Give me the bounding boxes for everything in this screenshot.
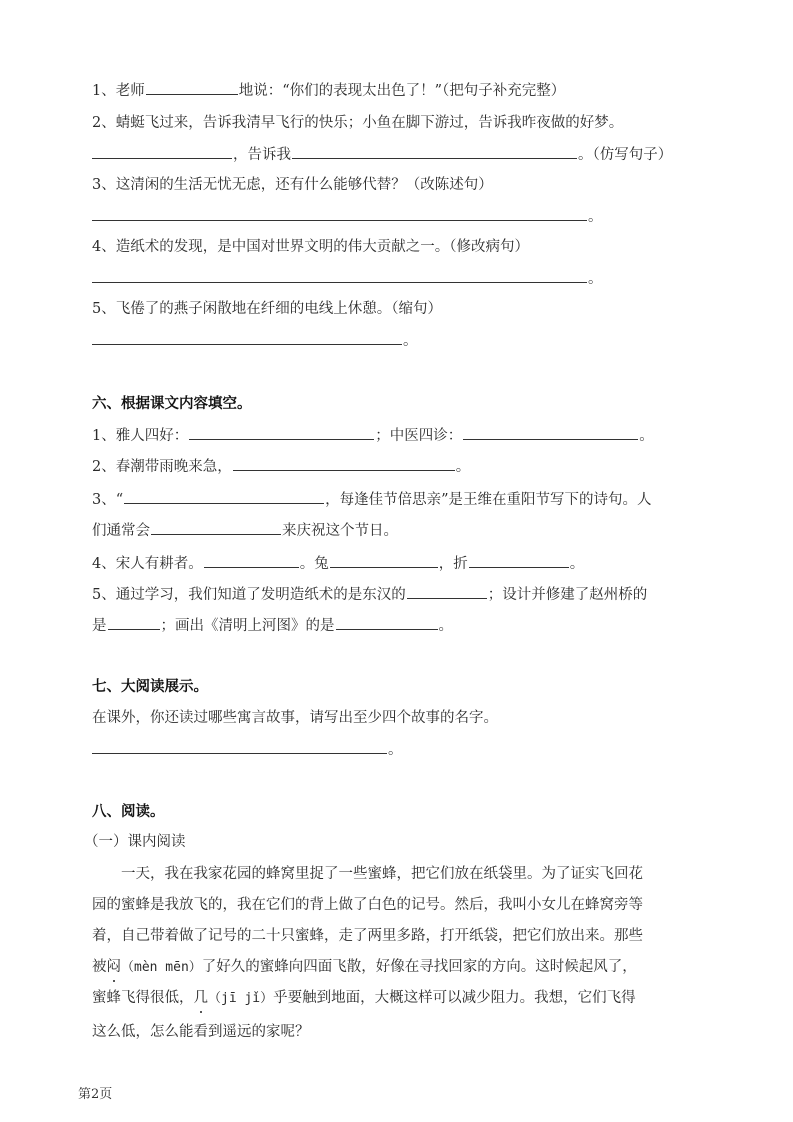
answer-blank[interactable] — [92, 330, 402, 345]
answer-blank[interactable] — [336, 615, 438, 630]
q2-end: 。（仿写句子） — [578, 147, 673, 163]
passage-text: 蜜蜂飞得很低， — [92, 990, 194, 1006]
answer-blank[interactable] — [124, 489, 324, 504]
answer-blank[interactable] — [92, 144, 232, 159]
answer-blank[interactable] — [151, 520, 281, 535]
s5-q2: 2、蜻蜓飞过来，告诉我清早飞行的快乐；小鱼在脚下游过，告诉我昨夜做的好梦。 — [92, 115, 624, 131]
section8-heading: 八、阅读。 — [92, 804, 165, 820]
s6-q5-mid: ；设计并修建了赵州桥的 — [487, 587, 648, 603]
s6-q2-end: 。 — [455, 459, 471, 475]
s5-q3-answer — [92, 206, 603, 227]
s7-prompt: 在课外，你还读过哪些寓言故事，请写出至少四个故事的名字。 — [92, 710, 498, 726]
dotted-character: 几 — [193, 990, 208, 1006]
passage-text: 被 — [92, 959, 107, 975]
s6-q3-suffix: ，每逢佳节倍思亲”是王维在重阳节写下的诗句。人 — [325, 492, 652, 508]
s6-q5-prefix: 5、通过学习，我们知道了发明造纸术的是东汉的 — [92, 587, 406, 603]
s6-q2 — [92, 456, 470, 477]
passage-line — [92, 957, 637, 978]
s6-q5-line2-mid: ；画出《清明上河图》的是 — [160, 618, 335, 634]
s6-q5-end: 。 — [438, 618, 453, 634]
s6-q1-mid: ；中医四诊： — [375, 428, 463, 444]
s6-q3 — [92, 489, 652, 510]
answer-blank[interactable] — [204, 553, 299, 568]
s6-q1-end: 。 — [639, 428, 654, 444]
answer-blank[interactable] — [108, 615, 160, 630]
pinyin-options: （mèn mēn） — [121, 960, 202, 975]
s6-q4-prefix: 4、宋人有耕者。 — [92, 556, 203, 572]
page-number: 第2页 — [78, 1087, 113, 1102]
q1-prefix: 1、老师 — [92, 83, 145, 99]
passage-line: 着，自己带着做了记号的二十只蜜蜂，走了两里多路，打开纸袋，把它们放出来。那些 — [92, 928, 643, 944]
s6-q4-mid2: ，折 — [438, 556, 468, 572]
s5-q4: 4、造纸术的发现，是中国对世界文明的伟大贡献之一。（修改病句） — [92, 239, 529, 255]
answer-blank[interactable] — [92, 268, 587, 283]
answer-blank[interactable] — [469, 553, 569, 568]
answer-blank[interactable] — [146, 80, 238, 95]
passage-text: 了好久的蜜蜂向四面飞散，好像在寻找回家的方向。这时候起风了， — [201, 959, 637, 975]
s7-answer — [92, 739, 403, 760]
passage-text: 乎要触到地面，大概这样可以减少阻力。我想，它们飞得 — [273, 990, 636, 1006]
pinyin-options: （jī jǐ） — [208, 991, 274, 1006]
s6-q1 — [92, 425, 654, 446]
s5-q1 — [92, 80, 565, 101]
answer-blank[interactable] — [292, 144, 577, 159]
s5-q4-answer — [92, 268, 603, 289]
section6-heading: 六、根据课文内容填空。 — [92, 396, 252, 412]
s6-q4-mid1: 。兔 — [299, 556, 329, 572]
answer-blank[interactable] — [233, 456, 455, 471]
passage-line: 一天，我在我家花园的蜂窝里捉了一些蜜蜂，把它们放在纸袋里。为了证实飞回花 — [121, 866, 643, 882]
s6-q4-end: 。 — [569, 556, 585, 572]
s5-q5-answer — [92, 330, 418, 351]
answer-blank[interactable] — [92, 206, 587, 221]
answer-blank[interactable] — [330, 553, 438, 568]
q2-mid: ，告诉我 — [233, 147, 291, 163]
answer-blank[interactable] — [92, 739, 387, 754]
s6-q4 — [92, 553, 584, 574]
q1-suffix: 地说：“你们的表现太出色了！”（把句子补充完整） — [238, 83, 566, 99]
s7-end: 。 — [388, 742, 403, 758]
passage-line — [92, 988, 636, 1009]
passage-line: 这么低，怎么能看到遥远的家呢？ — [92, 1024, 310, 1040]
answer-blank[interactable] — [189, 425, 374, 440]
q5-end: 。 — [403, 333, 418, 349]
s6-q5-line2-prefix: 是 — [92, 618, 107, 634]
s5-q5: 5、飞倦了的燕子闲散地在纤细的电线上休憩。（缩句） — [92, 301, 442, 317]
s5-q3: 3、这清闲的生活无忧无虑，还有什么能够代替？（改陈述句） — [92, 177, 493, 193]
s6-q3-line2-suffix: 来庆祝这个节日。 — [282, 523, 398, 539]
s6-q5-line2 — [92, 615, 453, 636]
section7-heading: 七、大阅读展示。 — [92, 679, 208, 695]
q4-end: 。 — [588, 271, 603, 287]
s5-q2-answer — [92, 144, 672, 165]
s6-q3-prefix: 3、“ — [92, 492, 124, 508]
s6-q5 — [92, 584, 647, 605]
dotted-character: 闷 — [106, 959, 121, 975]
s6-q3-line2-prefix: 们通常会 — [92, 523, 150, 539]
s6-q3-line2 — [92, 520, 398, 541]
passage-line: 园的蜜蜂是我放飞的，我在它们的背上做了白色的记号。然后，我叫小女儿在蜂窝旁等 — [92, 897, 643, 913]
q3-end: 。 — [588, 209, 603, 225]
s8-subheading: （一）课内阅读 — [84, 834, 186, 850]
s6-q2-prefix: 2、春潮带雨晚来急， — [92, 459, 232, 475]
answer-blank[interactable] — [463, 425, 638, 440]
answer-blank[interactable] — [407, 584, 487, 599]
s6-q1-prefix: 1、雅人四好： — [92, 428, 189, 444]
